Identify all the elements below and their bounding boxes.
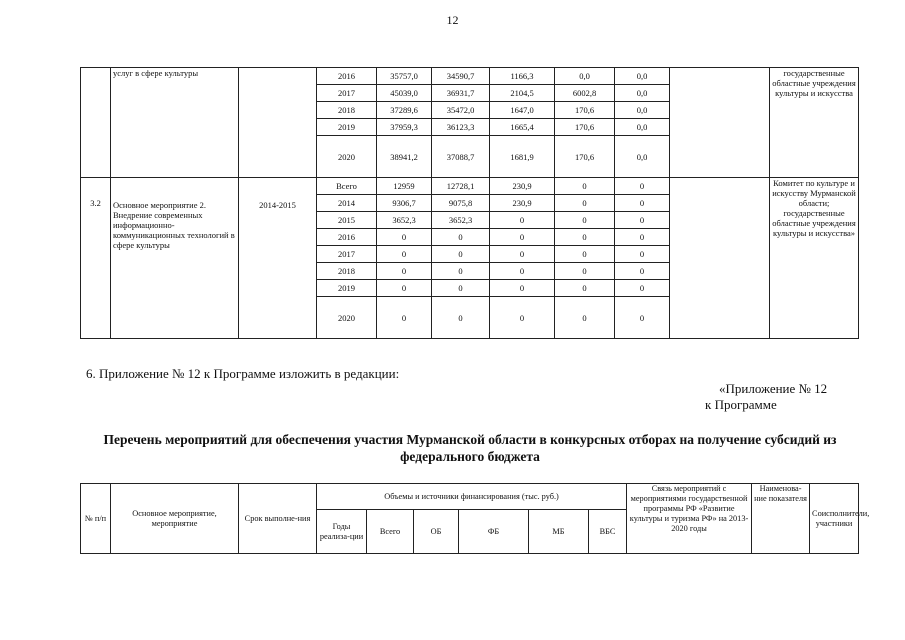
cell-fb: 230,9	[490, 195, 555, 212]
cell-mb: 6002,8	[555, 85, 615, 102]
cell-fb: 0	[490, 280, 555, 297]
item-name: Основное мероприятие 2. Внедрение современных информационно-коммуникационных технологий в сфере культуры	[111, 178, 239, 339]
cell-fb: 0	[490, 263, 555, 280]
cell-ob: 0	[432, 229, 490, 246]
cell-mb: 170,6	[555, 136, 615, 178]
annex-heading-line2: к Программе	[705, 397, 777, 412]
events-table-header	[80, 483, 870, 554]
cell-total: 0	[377, 229, 432, 246]
cell-year: 2016	[317, 229, 377, 246]
cell-vbs: 0,0	[615, 136, 670, 178]
cell-year: 2019	[317, 119, 377, 136]
header-funding: Объемы и источники финансирования (тыс. руб.)	[317, 484, 627, 510]
cell-ob: 0	[432, 263, 490, 280]
cell-fb: 0	[490, 246, 555, 263]
cell-total: 38941,2	[377, 136, 432, 178]
cell-vbs: 0	[615, 280, 670, 297]
cell-vbs: 0	[615, 178, 670, 195]
cell-mb: 0	[555, 212, 615, 229]
cell-mb: 0	[555, 263, 615, 280]
cell-fb: 2104,5	[490, 85, 555, 102]
cell-ob: 3652,3	[432, 212, 490, 229]
cell-ob: 35472,0	[432, 102, 490, 119]
cell-mb: 170,6	[555, 102, 615, 119]
header-term: Срок выполне-ния	[239, 484, 317, 554]
cell-fb: 0	[490, 229, 555, 246]
cell-mb: 0	[555, 280, 615, 297]
cell-year: 2020	[317, 297, 377, 339]
cell-year: 2016	[317, 68, 377, 85]
header-vbs: ВБС	[589, 510, 627, 554]
cell-mb: 0	[555, 178, 615, 195]
annex-heading-line1: «Приложение № 12	[719, 381, 828, 396]
cell-mb: 0	[555, 195, 615, 212]
cell-ob: 34590,7	[432, 68, 490, 85]
cell-year: 2018	[317, 102, 377, 119]
cell-year: 2020	[317, 136, 377, 178]
header-indicators: Наименова-ние показателя	[752, 484, 810, 554]
header-event: Основное мероприятие, мероприятие	[111, 484, 239, 554]
item-executor: Комитет по культуре и искусству Мурманской области; государственные областные учреждения культуры и искусства»	[770, 178, 859, 339]
item-number	[81, 68, 111, 178]
cell-year: 2019	[317, 280, 377, 297]
header-mb: МБ	[529, 510, 589, 554]
cell-total: 0	[377, 297, 432, 339]
cell-total: 37289,6	[377, 102, 432, 119]
cell-total: 0	[377, 280, 432, 297]
cell-vbs: 0	[615, 212, 670, 229]
cell-ob: 37088,7	[432, 136, 490, 178]
cell-year: 2017	[317, 85, 377, 102]
cell-vbs: 0	[615, 229, 670, 246]
cell-vbs: 0	[615, 263, 670, 280]
cell-year: 2014	[317, 195, 377, 212]
cell-total: 45039,0	[377, 85, 432, 102]
header-fb: ФБ	[459, 510, 529, 554]
cell-ob: 36123,3	[432, 119, 490, 136]
document-title: Перечень мероприятий для обеспечения участия Мурманской области в конкурсных отборах на получение субсидий из федерального бюджета	[103, 432, 837, 464]
cell-mb: 0	[555, 246, 615, 263]
header-years: Годы реализа-ции	[317, 510, 367, 554]
header-num: № п/п	[81, 484, 111, 554]
item-link	[670, 178, 770, 339]
cell-ob: 0	[432, 297, 490, 339]
header-partners: Соисполнители, участники	[810, 484, 859, 554]
cell-vbs: 0	[615, 297, 670, 339]
cell-mb: 0,0	[555, 68, 615, 85]
table-row	[81, 68, 859, 85]
cell-year: 2018	[317, 263, 377, 280]
cell-ob: 0	[432, 280, 490, 297]
cell-fb: 1681,9	[490, 136, 555, 178]
cell-total: 3652,3	[377, 212, 432, 229]
cell-ob: 9075,8	[432, 195, 490, 212]
cell-year: Всего	[317, 178, 377, 195]
page-number: 12	[446, 13, 459, 27]
cell-total: 0	[377, 263, 432, 280]
cell-vbs: 0	[615, 195, 670, 212]
item-period: 2014-2015	[239, 178, 317, 339]
item-executor: государственные областные учреждения культуры и искусства	[770, 68, 859, 178]
cell-vbs: 0,0	[615, 85, 670, 102]
cell-fb: 1647,0	[490, 102, 555, 119]
cell-fb: 1166,3	[490, 68, 555, 85]
header-total: Всего	[367, 510, 414, 554]
cell-vbs: 0,0	[615, 102, 670, 119]
cell-fb: 1665,4	[490, 119, 555, 136]
cell-mb: 170,6	[555, 119, 615, 136]
amendment-paragraph: 6. Приложение № 12 к Программе изложить в редакции:	[86, 366, 400, 381]
cell-total: 0	[377, 246, 432, 263]
cell-fb: 0	[490, 212, 555, 229]
item-name: услуг в сфере культуры	[111, 68, 239, 178]
cell-mb: 0	[555, 229, 615, 246]
cell-total: 37959,3	[377, 119, 432, 136]
header-ob: ОБ	[414, 510, 459, 554]
cell-total: 35757,0	[377, 68, 432, 85]
header-link: Связь мероприятий с мероприятиями государственной программы РФ «Развитие культуры и туризма РФ» на 2013-2020 годы	[627, 484, 752, 554]
cell-vbs: 0,0	[615, 119, 670, 136]
cell-ob: 0	[432, 246, 490, 263]
cell-ob: 12728,1	[432, 178, 490, 195]
cell-fb: 0	[490, 297, 555, 339]
cell-year: 2015	[317, 212, 377, 229]
cell-total: 9306,7	[377, 195, 432, 212]
budget-table-continued	[80, 67, 859, 339]
cell-year: 2017	[317, 246, 377, 263]
table-row	[81, 178, 859, 195]
cell-vbs: 0,0	[615, 68, 670, 85]
item-link	[670, 68, 770, 178]
cell-ob: 36931,7	[432, 85, 490, 102]
cell-mb: 0	[555, 297, 615, 339]
cell-fb: 230,9	[490, 178, 555, 195]
item-period	[239, 68, 317, 178]
cell-total: 12959	[377, 178, 432, 195]
cell-vbs: 0	[615, 246, 670, 263]
item-number: 3.2	[81, 178, 111, 339]
